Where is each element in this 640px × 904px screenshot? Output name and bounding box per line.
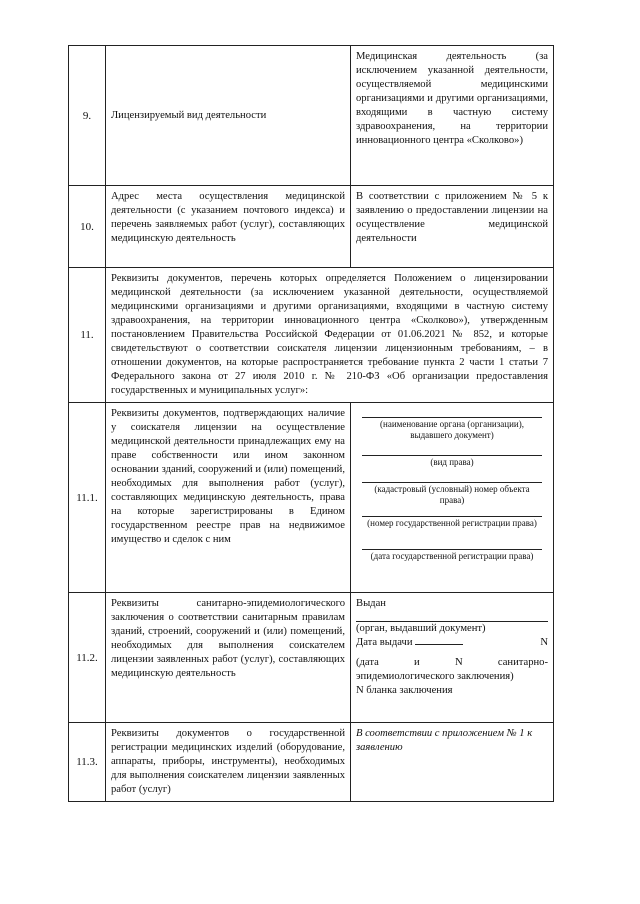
row-value: В соответствии с приложением № 1 к заявлению	[351, 723, 554, 802]
fill-fields	[351, 593, 554, 723]
row-value: В соответствии с приложением № 5 к заявлению о предоставлении лицензии на осуществление медицинской деятельности	[351, 186, 554, 268]
date-issue-label: Дата выдачи	[356, 637, 413, 648]
row-label: Адрес места осуществления медицинской деятельности (с указанием почтового индекса) и перечень заявляемых работ (услуг), составляющих медицинскую деятельность	[106, 186, 351, 268]
table-row	[69, 723, 554, 802]
table-row	[69, 186, 554, 268]
blank-field[interactable]: (наименование органа (организации), выдавшего документ)	[362, 417, 542, 441]
row-number: 11.2.	[69, 593, 106, 723]
row-label: Реквизиты документов о государственной регистрации медицинских изделий (оборудование, аппараты, приборы, инструменты), необходимых для выполнения соискателем лицензии заявленных работ (услуг)	[106, 723, 351, 802]
blank-field[interactable]: (вид права)	[362, 455, 542, 468]
blank-field[interactable]: (дата государственной регистрации права)	[362, 549, 542, 562]
date-issue-line[interactable]	[356, 636, 548, 650]
row-value: Медицинская деятельность (за исключением указанной деятельности, осуществляемой медицинскими организациями и другими организациями, входящими в частную систему здравоохранения, на территории инновационного центра «Сколково»)	[351, 46, 554, 186]
issued-label: Выдан	[356, 598, 386, 609]
row-number: 11.3.	[69, 723, 106, 802]
row-number: 10.	[69, 186, 106, 268]
table-row	[69, 593, 554, 723]
row-text: Реквизиты документов, перечень которых определяется Положением о лицензировании медицинской деятельности (за исключением указанной деятельности, осуществляемой медицинскими организациями и другими организациями, входящими в частную систему здравоохранения, на территории инновационного центра «Сколково»), утвержденным постановлением Правительства Российской Федерации от 01.06.2021 № 852, и которые свидетельствуют о соответствии соискателя лицензии лицензионным требованиям, – в отношении документов, на которые распространяется требование пункта 2 части 1 статьи 7 Федерального закона от 27 июля 2010 г. № 210-ФЗ «Об организации предоставления государственных и муниципальных услуг»:	[106, 268, 554, 403]
blank-number-field[interactable]: N бланка заключения	[356, 685, 453, 696]
blank-field[interactable]: (номер государственной регистрации права)	[362, 516, 542, 529]
table-row	[69, 46, 554, 186]
table-row	[69, 403, 554, 593]
row-label: Лицензируемый вид деятельности	[106, 46, 351, 186]
row-number: 9.	[69, 46, 106, 186]
form-table	[68, 45, 554, 802]
fill-fields	[351, 403, 554, 593]
row-number: 11.1.	[69, 403, 106, 593]
date-number-field[interactable]: (дата и N санитарно-эпидемиологического заключения)	[356, 657, 548, 682]
row-label: Реквизиты документов, подтверждающих наличие у соискателя лицензии на осуществление медицинской деятельности принадлежащих ему на праве собственности или ином законном основании зданий, сооружений и (или) помещений, необходимых для выполнения работ (услуг), составляющих медицинскую деятельность, права на которые зарегистрированы в Едином государственном реестре прав на недвижимое имущество и сделок с ним	[106, 403, 351, 593]
table-row	[69, 268, 554, 403]
application-form	[68, 45, 553, 802]
row-number: 11.	[69, 268, 106, 403]
blank-field[interactable]: (кадастровый (условный) номер объекта права)	[362, 482, 542, 506]
organ-field[interactable]: (орган, выдавший документ)	[356, 621, 548, 636]
row-label: Реквизиты санитарно-эпидемиологического заключения о соответствии санитарным правилам зданий, строений, сооружений и (или) помещений, необходимых для выполнения соискателем лицензии заявленных работ (услуг), составляющих медицинскую деятельность	[106, 593, 351, 723]
number-mark: N	[540, 637, 548, 648]
